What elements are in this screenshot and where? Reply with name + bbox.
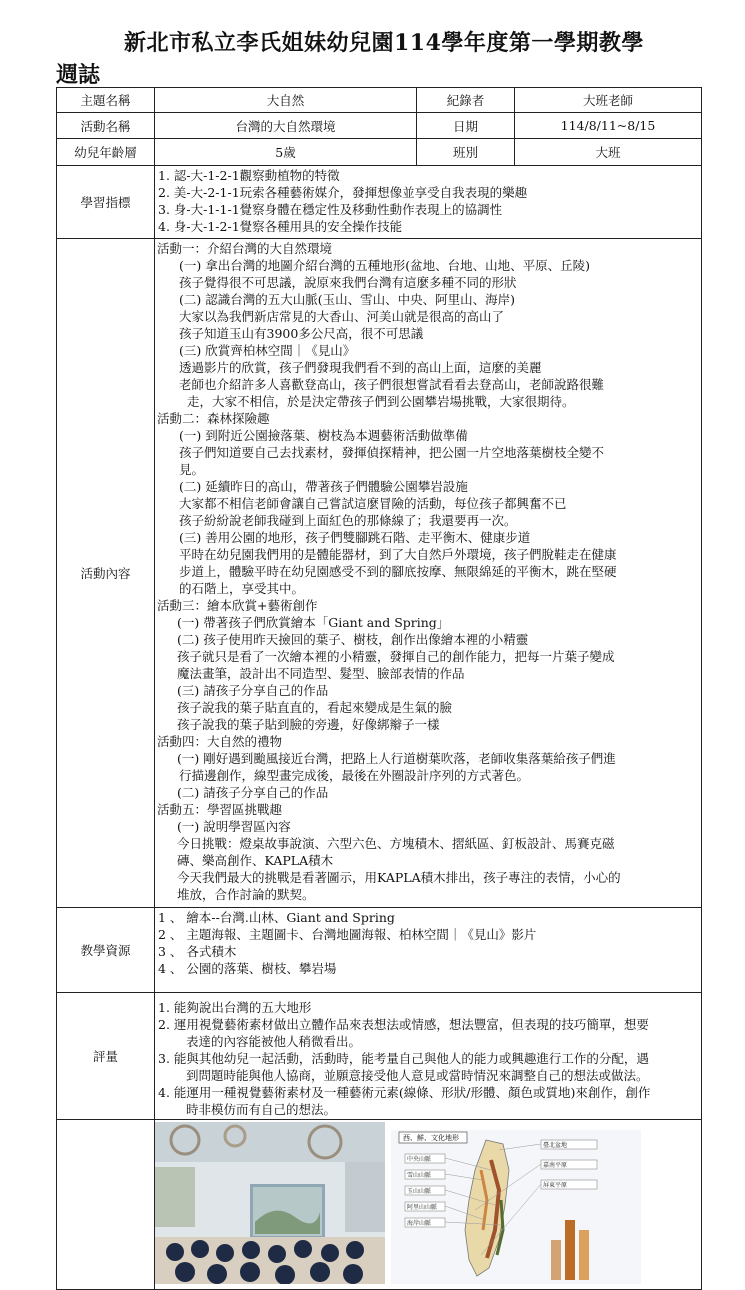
resource-item: 3 、 各式積木	[158, 944, 237, 959]
evaluation-item-cont: 時非模仿而有自己的想法。	[186, 1102, 337, 1117]
map-label: 雪山山脈	[407, 1172, 432, 1179]
activity-line: 孩子們知道要自己去找素材，發揮偵探精神，把公園一片空地落葉樹枝全變不	[179, 445, 605, 460]
taiwan-map-poster	[391, 1130, 641, 1284]
recorder-value: 大班老師	[515, 88, 702, 113]
activity-line: 堆放，合作討論的默契。	[177, 887, 315, 902]
indicator-item: 1. 認-大-1-2-1觀察動植物的特徵	[158, 168, 340, 183]
classroom-photo	[155, 1122, 385, 1284]
map-label: 嘉南平原	[543, 1162, 568, 1169]
map-label: 屏東平原	[543, 1182, 568, 1189]
activity-line: (二) 孩子使用昨天撿回的葉子、樹枝，創作出像繪本裡的小精靈	[177, 632, 529, 647]
evaluation-label: 評量	[57, 993, 155, 1120]
title-block	[0, 0, 745, 88]
theme-value: 大自然	[155, 88, 417, 113]
indicators-list	[155, 166, 702, 239]
activity-line: (三) 請孩子分享自己的作品	[177, 683, 329, 698]
map-label: 海岸山脈	[407, 1220, 432, 1227]
map-label: 玉山山脈	[407, 1188, 432, 1195]
evaluation-item: 4. 能運用一種視覺藝術素材及一種藝術元素(線條、形狀/形體、顏色或質地)來創作，創作	[158, 1085, 651, 1100]
evaluation-item-cont: 表達的內容能被他人稍微看出。	[186, 1034, 362, 1049]
evaluation-list	[155, 993, 702, 1120]
activity-line: 平時在幼兒園我們用的是體能器材，到了大自然戶外環境，孩子們脫鞋走在健康	[179, 547, 617, 562]
activity-line: (一) 到附近公園撿落葉、樹枝為本週藝術活動做準備	[179, 428, 468, 443]
photos-area	[155, 1120, 701, 1284]
activity-line: (三) 欣賞齊柏林空間｜《見山》	[179, 343, 356, 358]
indicator-item: 2. 美-大-2-1-1玩索各種藝術媒介，發揮想像並享受自我表現的樂趣	[158, 185, 528, 200]
activity-line: 魔法畫筆，設計出不同造型、髮型、臉部表情的作品	[177, 666, 465, 681]
resources-row	[57, 908, 702, 993]
age-value: 5歲	[155, 139, 417, 166]
activity-line: 孩子知道玉山有3900多公尺高，很不可思議	[179, 326, 424, 341]
indicator-item: 3. 身-大-1-1-1覺察身體在穩定性及移動性動作表現上的協調性	[158, 202, 503, 217]
activity-line: 的石階上，享受其中。	[179, 581, 305, 596]
class-label: 班別	[417, 139, 515, 166]
indicators-label: 學習指標	[57, 166, 155, 239]
page-title-continued: 週誌	[56, 62, 101, 88]
photos-label	[57, 1120, 155, 1290]
age-label: 幼兒年齡層	[57, 139, 155, 166]
info-row-activity	[57, 113, 702, 139]
activity-line: (一) 帶著孩子們欣賞繪本「Giant and Spring」	[177, 615, 450, 630]
resources-list	[155, 908, 702, 993]
theme-label: 主題名稱	[57, 88, 155, 113]
map-header-label: 西、鮮、文化地形	[403, 1134, 459, 1142]
resource-item: 1 、 繪本--台灣.山林、Giant and Spring	[158, 910, 395, 925]
activity-line: 孩子覺得很不可思議，說原來我們台灣有這麼多種不同的形狀	[179, 275, 517, 290]
weekly-log-table	[56, 87, 702, 1290]
activity-line: (一) 剛好遇到颱風接近台灣，把路上人行道樹葉吹落，老師收集落葉給孩子們進	[177, 751, 616, 766]
photos-row	[57, 1120, 702, 1290]
activity-label: 活動名稱	[57, 113, 155, 139]
activity-line: 行描邊創作，線型畫完成後，最後在外圈設計序列的方式著色。	[179, 768, 530, 783]
activity-line: (二) 請孩子分享自己的作品	[177, 785, 329, 800]
activity-line: 今日挑戰：燈桌故事說演、六型六色、方塊積木、摺紙區、釘板設計、馬賽克磁	[177, 836, 615, 851]
resource-item: 4 、 公園的落葉、樹枝、攀岩場	[158, 961, 337, 976]
map-label: 阿里山山脈	[407, 1204, 438, 1211]
activity-line: 孩子說我的葉子貼到臉的旁邊，好像綁辮子一樣	[177, 717, 440, 732]
page-title: 新北市私立李氏姐妹幼兒園114學年度第一學期教學	[124, 30, 644, 56]
info-row-theme	[57, 88, 702, 113]
activity-line: 大家以為我們新店常見的大香山、河美山就是很高的高山了	[179, 309, 505, 324]
map-label: 中央山脈	[407, 1156, 432, 1163]
activity-line: 磚、樂高創作、KAPLA積木	[177, 853, 334, 868]
evaluation-row	[57, 993, 702, 1120]
indicator-item: 4. 身-大-1-2-1覺察各種用具的安全操作技能	[158, 219, 403, 234]
recorder-label: 紀錄者	[417, 88, 515, 113]
evaluation-item: 3. 能與其他幼兒一起活動，活動時，能考量自己與他人的能力或興趣進行工作的分配，遇	[158, 1051, 649, 1066]
activity-line: 孩子就只是看了一次繪本裡的小精靈，發揮自己的創作能力，把每一片葉子變成	[177, 649, 615, 664]
class-value: 大班	[515, 139, 702, 166]
info-row-age	[57, 139, 702, 166]
activity-heading: 活動一：介紹台灣的大自然環境	[157, 241, 333, 256]
activity-heading: 活動三：繪本欣賞+藝術創作	[157, 598, 318, 613]
content-body	[155, 239, 702, 908]
photos-cell	[155, 1120, 702, 1290]
activity-line: (二) 認識台灣的五大山脈(玉山、雪山、中央、阿里山、海岸)	[179, 292, 515, 307]
activity-line: 孩子說我的葉子貼直直的，看起來變成是生氣的臉	[177, 700, 453, 715]
activity-heading: 活動四：大自然的禮物	[157, 734, 283, 749]
resource-item: 2 、 主題海報、主題圖卡、台灣地圖海報、柏林空間｜《見山》影片	[158, 927, 537, 942]
content-row	[57, 239, 702, 908]
content-label: 活動內容	[57, 239, 155, 908]
activity-line: 走，大家不相信，於是決定帶孩子們到公園攀岩場挑戰，大家很期待。	[187, 394, 575, 409]
resources-label: 教學資源	[57, 908, 155, 993]
activity-heading: 活動五：學習區挑戰趣	[157, 802, 283, 817]
map-label: 臺北盆地	[543, 1142, 568, 1149]
activity-line: 透過影片的欣賞，孩子們發現我們看不到的高山上面，這麼的美麗	[179, 360, 542, 375]
activity-value: 台灣的大自然環境	[155, 113, 417, 139]
activity-line: 老師也介紹許多人喜歡登高山，孩子們很想嘗試看看去登高山，老師說路很難	[179, 377, 605, 392]
content-lines	[157, 240, 699, 903]
evaluation-item: 1. 能夠說出台灣的五大地形	[158, 1000, 312, 1015]
activity-heading: 活動二：森林探險趣	[157, 411, 270, 426]
indicators-row	[57, 166, 702, 239]
date-label: 日期	[417, 113, 515, 139]
activity-line: 見。	[179, 462, 205, 477]
date-value: 114/8/11~8/15	[515, 113, 702, 139]
activity-line: 今天我們最大的挑戰是看著圖示，用KAPLA積木排出，孩子專注的表情，小心的	[177, 870, 621, 885]
activity-line: 步道上，體驗平時在幼兒園感受不到的腳底按摩、無限綿延的平衡木，跳在堅硬	[179, 564, 617, 579]
evaluation-item-cont: 到問題時能與他人協商，並願意接受他人意見或當時情況來調整自己的想法或做法。	[186, 1068, 649, 1083]
evaluation-item: 2. 運用視覺藝術素材做出立體作品來表想法或情感，想法豐富，但表現的技巧簡單，想要	[158, 1017, 649, 1032]
activity-line: (二) 延續昨日的高山，帶著孩子們體驗公園攀岩設施	[179, 479, 468, 494]
activity-line: (一) 說明學習區內容	[177, 819, 291, 834]
activity-line: (一) 拿出台灣的地圖介紹台灣的五種地形(盆地、台地、山地、平原、丘陵)	[179, 258, 590, 273]
activity-line: 孩子紛紛說老師我碰到上面紅色的那條線了；我還要再一次。	[179, 513, 517, 528]
activity-line: 大家都不相信老師會讓自己嘗試這麼冒險的活動，每位孩子都興奮不已	[179, 496, 567, 511]
activity-line: (三) 善用公園的地形，孩子們雙腳跳石階、走平衡木、健康步道	[179, 530, 531, 545]
